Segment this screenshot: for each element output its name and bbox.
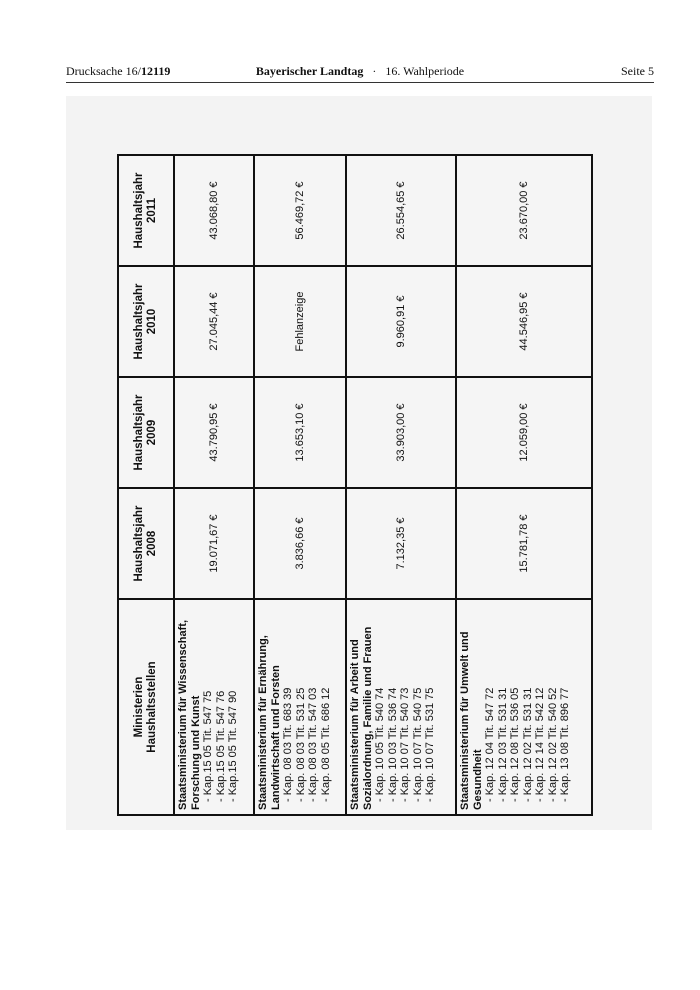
budget-item: - Kap. 12 04 Tit. 547 72 <box>484 687 496 802</box>
table-row <box>254 155 346 815</box>
ministry-cell <box>346 599 456 815</box>
budget-item: - Kap. 12 02 Tit. 540 52 <box>546 687 559 802</box>
budget-item: - Kap. 13 08 Tit. 896 77 <box>559 687 571 802</box>
budget-item: - Kap. 08 03 Tit. 547 03 <box>307 687 319 802</box>
value-2009: 12.059,00 € <box>456 377 592 488</box>
document-prefix: Drucksache 16/ <box>66 64 141 78</box>
col-header-ministries: Ministerien Haushaltsstellen <box>118 599 174 815</box>
value-2009: 33.903,00 € <box>346 377 456 488</box>
budget-item: - Kap. 10 03 Tit. 536 74 <box>386 687 399 802</box>
value-2009: 43.790,95 € <box>174 377 254 488</box>
value-2011: 23.670,00 € <box>456 155 592 266</box>
budget-item: - Kap. 12 03 Tit. 531 31 <box>496 687 509 802</box>
budget-item: - Kap.15 05 Tit. 547 76 <box>214 690 227 802</box>
scanned-table-image <box>66 96 652 830</box>
header-center <box>66 64 654 78</box>
budget-item: - Kap.15 05 Tit. 547 75 <box>202 690 214 802</box>
value-2011: 43.068,80 € <box>174 155 254 266</box>
table-row <box>456 155 592 815</box>
budget-item: - Kap.15 05 Tit. 547 90 <box>227 690 239 802</box>
page-number: Seite 5 <box>621 64 654 78</box>
budget-item: - Kap. 08 03 Tit. 531 25 <box>294 687 307 802</box>
value-2010: 27.045,44 € <box>174 266 254 377</box>
ministry-title: Staatsministerium für Ernährung, Landwirtschaft und Forsten <box>257 635 282 810</box>
legislative-period: 16. Wahlperiode <box>385 64 465 78</box>
value-2009: 13.653,10 € <box>254 377 346 488</box>
value-2008: 3.836,66 € <box>254 488 346 599</box>
value-2010: Fehlanzeige <box>254 266 346 377</box>
ministry-cell <box>456 599 592 815</box>
value-2011: 56.469,72 € <box>254 155 346 266</box>
budget-item: - Kap. 12 08 Tit. 536 05 <box>509 687 521 802</box>
col-header-2011: Haushaltsjahr 2011 <box>118 155 174 266</box>
budget-item: - Kap. 10 07 Tit. 540 75 <box>411 687 424 802</box>
ministry-cell <box>254 599 346 815</box>
value-2008: 19.071,67 € <box>174 488 254 599</box>
budget-item: - Kap. 10 05 Tit. 540 74 <box>374 687 386 802</box>
ministry-cell <box>174 599 254 815</box>
value-2008: 7.132,35 € <box>346 488 456 599</box>
budget-item: - Kap. 08 05 Tit. 686 12 <box>319 687 332 802</box>
table-header-row <box>118 155 174 815</box>
budget-item: - Kap. 12 14 Tit. 542 12 <box>534 687 546 802</box>
page-header <box>66 64 654 83</box>
budget-item: - Kap. 10 07 Tit. 531 75 <box>424 687 436 802</box>
budget-item: - Kap. 08 03 Tit. 683 39 <box>282 687 294 802</box>
value-2011: 26.554,65 € <box>346 155 456 266</box>
table-row <box>346 155 456 815</box>
value-2010: 9.960,91 € <box>346 266 456 377</box>
col-header-2010: Haushaltsjahr 2010 <box>118 266 174 377</box>
document-id: 12119 <box>140 64 171 78</box>
ministry-title: Staatsministerium für Arbeit und Sozialordnung, Familie und Frauen <box>349 626 374 810</box>
header-separator: · <box>372 64 377 78</box>
col-header-2008: Haushaltsjahr 2008 <box>118 488 174 599</box>
budget-item: - Kap. 12 02 Tit. 531 31 <box>521 687 534 802</box>
ministry-title: Staatsministerium für Umwelt und Gesundheit <box>459 631 484 810</box>
value-2010: 44.546,95 € <box>456 266 592 377</box>
table-row <box>174 155 254 815</box>
parliament-name: Bayerischer Landtag <box>255 64 364 78</box>
ministry-title: Staatsministerium für Wissenschaft, Forschung und Kunst <box>177 619 202 810</box>
col-header-2009: Haushaltsjahr 2009 <box>118 377 174 488</box>
value-2008: 15.781,78 € <box>456 488 592 599</box>
budget-table <box>117 154 593 816</box>
budget-item: - Kap. 10 07 Tit. 540 73 <box>399 687 411 802</box>
rotated-table-wrapper <box>117 156 591 816</box>
